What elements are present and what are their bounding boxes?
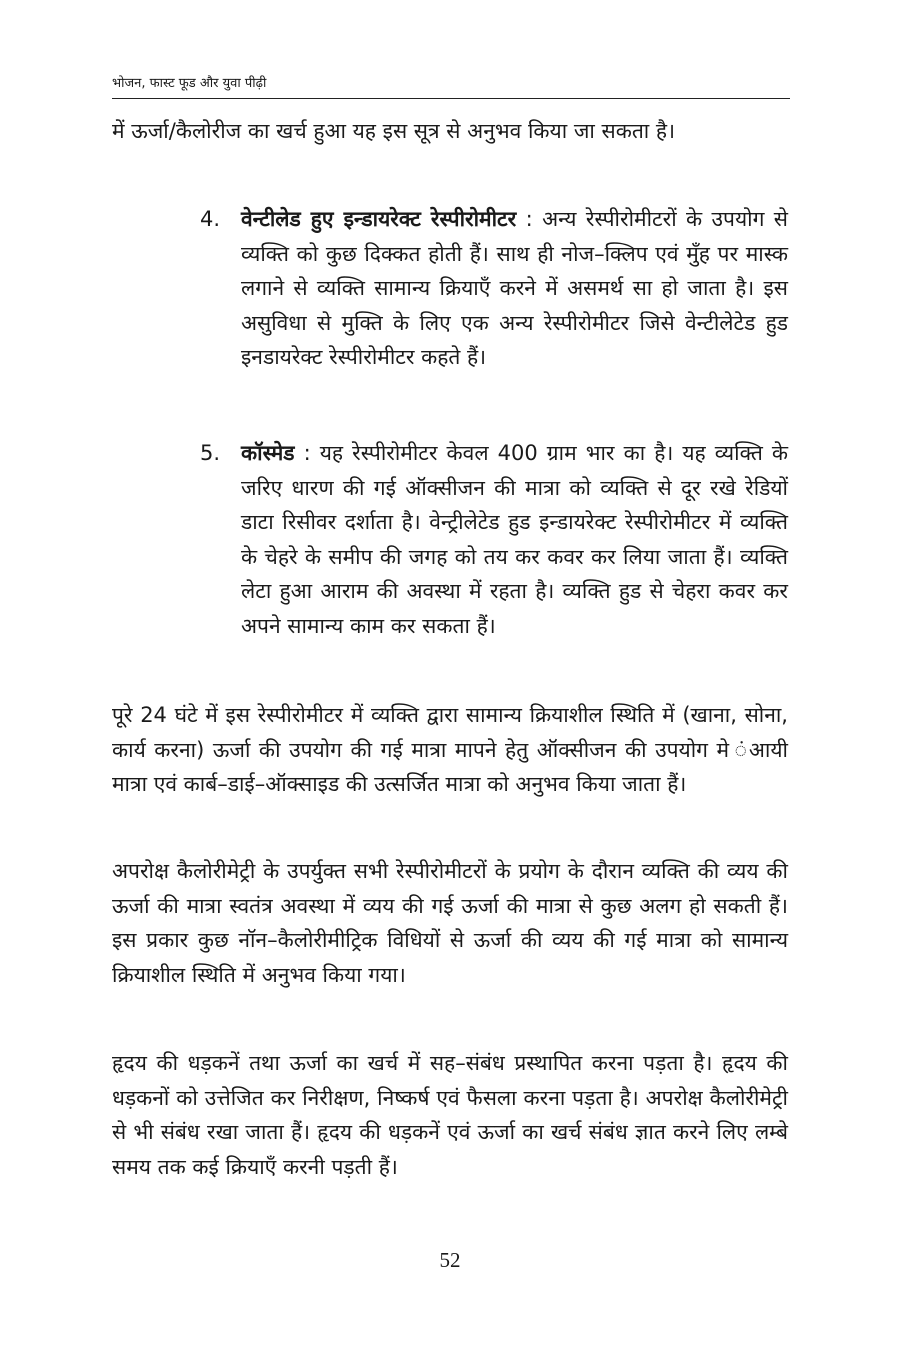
list-term: वेन्टीलेड हुए इन्डायरेक्ट रेस्पीरोमीटर [241, 207, 517, 231]
running-header [112, 74, 790, 99]
paragraph-24-hours: पूरे 24 घंटे में इस रेस्पीरोमीटर में व्यक्ति द्वारा सामान्य क्रियाशील स्थिति में (खाना, सोना, कार्य करना) ऊर्जा की उपयोग की गई मात्रा मापने हेतु ऑक्सीजन की उपयोग मे ंआयी मात्रा एवं कार्ब–डाई–ऑक्साइड की उत्सर्जित मात्रा को अनुभव किया जाता हैं। [112, 703, 788, 796]
paragraph-intro: में ऊर्जा/कैलोरीज का खर्च हुआ यह इस सूत्र से अनुभव किया जा सकता है। [112, 119, 676, 143]
list-separator: : [516, 207, 543, 231]
page-number: 52 [439, 1248, 461, 1272]
running-title: भोजन, फास्ट फूड और युवा पीढ़ी [112, 76, 267, 91]
list-separator: : [294, 441, 320, 465]
paragraph-heart-rate: हृदय की धड़कनें तथा ऊर्जा का खर्च में सह–संबंध प्रस्थापित करना पड़ता है। हृदय की धड़कनों को उत्तेजित कर निरीक्षण, निष्कर्ष एवं फैसला करना पड़ता है। अपरोक्ष कैलोरीमेट्री से भी संबंध रखा जाता हैं। हृदय की धड़कनें एवं ऊर्जा का खर्च संबंध ज्ञात करने लिए लम्बे समय तक कई क्रियाएँ करनी पड़ती हैं। [112, 1051, 788, 1179]
list-number: 4. [200, 207, 221, 231]
list-term: कॉस्मेड [241, 441, 295, 465]
list-item-body [241, 202, 788, 375]
list-number: 5. [200, 441, 221, 465]
list-item-body [241, 436, 788, 643]
list-text: यह रेस्पीरोमीटर केवल 400 ग्राम भार का है। यह व्यक्ति के जरिए धारण की गई ऑक्सीजन की मात्रा को व्यक्ति से दूर रखे रेडियों डाटा रिसीवर दर्शाता है। वेन्ट्रीलेटेड हुड इन्डायरेक्ट रेस्पीरोमीटर में व्यक्ति के चेहरे के समीप की जगह को तय कर कवर कर लिया जाता हैं। व्यक्ति लेटा हुआ आराम की अवस्था में रहता है। व्यक्ति हुड से चेहरा कवर कर अपने सामान्य काम कर सकता हैं। [241, 441, 788, 638]
list-item-4 [200, 202, 788, 375]
paragraph-indirect-calorimetry: अपरोक्ष कैलोरीमेट्री के उपर्युक्त सभी रेस्पीरोमीटरों के प्रयोग के दौरान व्यक्ति की व्यय की ऊर्जा की मात्रा स्वतंत्र अवस्था में व्यय की गई ऊर्जा की मात्रा से कुछ अलग हो सकती हैं। इस प्रकार कुछ नॉन–कैलोरीमीट्रिक विधियों से ऊर्जा की व्यय की गई मात्रा को सामान्य क्रियाशील स्थिति में अनुभव किया गया। [112, 859, 788, 987]
list-text: अन्य रेस्पीरोमीटरों के उपयोग से व्यक्ति को कुछ दिक्कत होती हैं। साथ ही नोज–क्लिप एवं मुँह पर मास्क लगाने से व्यक्ति सामान्य क्रियाएँ करने में असमर्थ सा हो जाता है। इस असुविधा से मुक्ति के लिए एक अन्य रेस्पीरोमीटर जिसे वेन्टीलेटेड हुड इनडायरेक्ट रेस्पीरोमीटर कहते हैं। [241, 207, 788, 369]
list-item-5 [200, 436, 788, 643]
